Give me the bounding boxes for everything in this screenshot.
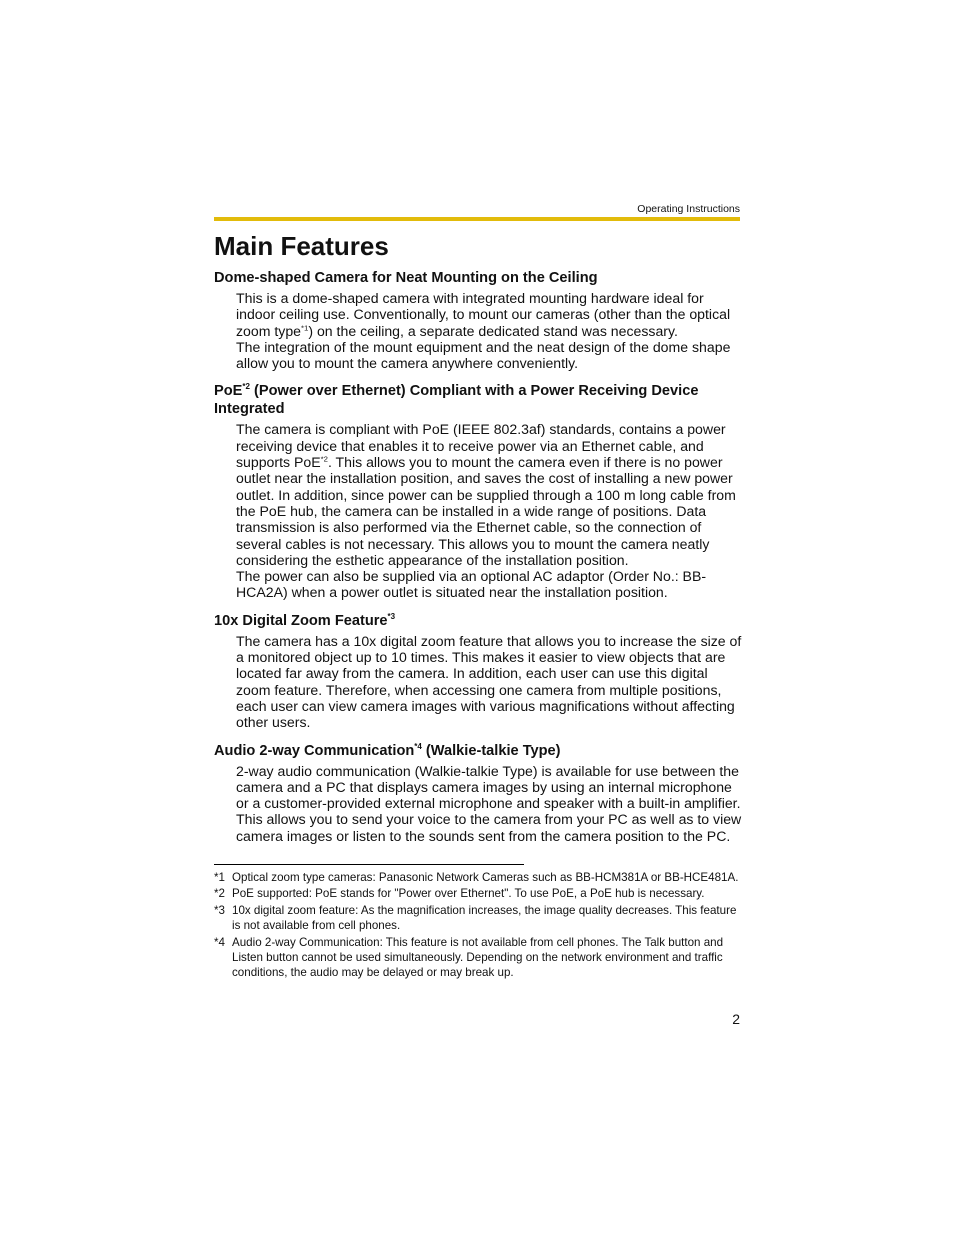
paragraph: 2-way audio communication (Walkie-talkie Type) is available for use between the camera and a PC that displays camera images by using an internal microphone or a customer-provided external microphone and speaker with a built-in amplifier. This allows you to send your voice to the camera from your PC as well as to view camera images or listen to the sounds sent from the camera position to the PC.: [236, 762, 742, 844]
paragraph: The power can also be supplied via an optional AC adaptor (Order No.: BB-HCA2A) when a power outlet is situated near the installation position.: [236, 568, 707, 601]
footnote-item: [214, 870, 744, 885]
footnote-mark: *2: [214, 887, 225, 901]
section-poe: [214, 382, 744, 600]
paragraph: The camera is compliant with PoE (IEEE 802.3af) standards, contains a power receiving device that enables it to receive power via an Ethernet cable, and supports PoE$^{*2}$. This allows you to mount the camera even if there is no power outlet near the installation position, and saves the cost of installing a new power outlet. In addition, since power can be supplied through a 100 m long cable from the PoE hub, the camera can be installed in a wide range of positions. Data transmission is also performed via the Ethernet cable, so the connection of several cables is not necessary. This allows you to mount the camera neatly considering the esthetic appearance of the installation position.: [236, 421, 736, 568]
section-heading: PoE$^{*2}$ (Power over Ethernet) Compliant with a Power Receiving Device Integrated: [214, 382, 699, 418]
footnote-ref: *3: [387, 611, 396, 621]
paragraph: This is a dome-shaped camera with integrated mounting hardware ideal for indoor ceiling use. Conventionally, to mount our cameras (other than the optical zoom type$^{*1}$) on the ceiling, a separate dedicated stand was necessary.: [236, 290, 731, 339]
footnote-item: [214, 935, 744, 981]
footnotes: [214, 870, 744, 982]
section-body: [236, 763, 744, 844]
page-number: 2: [732, 1011, 740, 1027]
section-heading: Dome-shaped Camera for Neat Mounting on the Ceiling: [214, 270, 598, 286]
section-body: [236, 633, 744, 731]
footnote-text: PoE supported: PoE stands for "Power over Ethernet". To use PoE, a PoE hub is necessary.: [232, 887, 705, 901]
main-content: [214, 230, 744, 855]
running-header: Operating Instructions: [637, 203, 740, 215]
footnote-text: Optical zoom type cameras: Panasonic Network Cameras such as BB-HCM381A or BB-HCE481A.: [232, 871, 739, 884]
footnote-text: 10x digital zoom feature: As the magnification increases, the image quality decreases. This feature is not available from cell phones.: [232, 903, 737, 933]
page-title: Main Features: [214, 231, 389, 261]
section-body: [236, 421, 744, 600]
footnote-ref: *1: [301, 322, 309, 332]
footnote-ref: *2: [320, 454, 328, 464]
footnote-divider: [214, 864, 524, 865]
paragraph: The camera has a 10x digital zoom feature that allows you to increase the size of a monitored object up to 10 times. This makes it easier to view objects that are located far away from the camera. In addition, each user can use this digital zoom feature. Therefore, when accessing one camera from multiple positions, each user can view camera images with various magnifications without affecting other users.: [236, 632, 742, 731]
header-rule: [214, 217, 740, 221]
section-body: [236, 290, 744, 371]
section-heading: Audio 2-way Communication$^{*4}$ (Walkie-talkie Type): [214, 741, 561, 759]
footnote-item: [214, 903, 744, 934]
footnote-mark: *4: [214, 935, 225, 949]
footnote-ref: *2: [242, 382, 250, 392]
footnote-mark: *1: [214, 871, 225, 884]
footnote-ref: *4: [414, 741, 422, 751]
section-dome-camera: [214, 269, 744, 371]
section-digital-zoom: [214, 612, 744, 731]
footnote-mark: *3: [214, 903, 225, 917]
section-audio: [214, 742, 744, 844]
footnote-text: Audio 2-way Communication: This feature is not available from cell phones. The Talk button and Listen button cannot be used simultaneously. Depending on the network environment and traffic conditions, the audio may be delayed or may break up.: [232, 935, 724, 980]
footnote-item: [214, 886, 744, 901]
section-heading: 10x Digital Zoom Feature$^{*3}$: [214, 611, 396, 629]
paragraph: The integration of the mount equipment and the neat design of the dome shape allow you to mount the camera anywhere conveniently.: [236, 338, 731, 372]
